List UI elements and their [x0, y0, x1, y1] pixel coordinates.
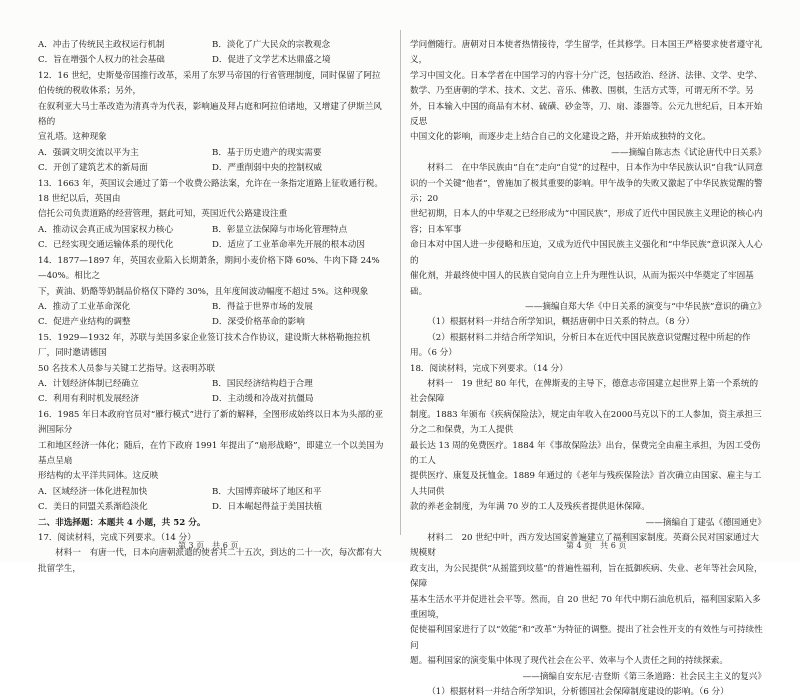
option-a: A．推动了工业革命深化 [38, 301, 131, 312]
option-b: B．国民经济结构趋于合理 [212, 378, 313, 389]
requirement-1: （1）根据材料一并结合所学知识，概括唐朝中日关系的特点。（8 分） [427, 317, 695, 328]
question-14 [38, 254, 386, 331]
option-d: D．严重削弱中央的控制权威 [212, 163, 323, 174]
option-b: B．淡化了广大民众的宗教观念 [212, 40, 331, 50]
page-left [38, 38, 386, 577]
source-citation: ——摘编自郑大华《中日关系的演变与“中华民族”意识的确立》 [525, 301, 766, 312]
option-b: B．得益于世界市场的发展 [212, 301, 313, 312]
material-line: 中国文化的影响，而逐步走上结合自己的文化建设之路，并开始成独特的文化。 [410, 132, 711, 143]
source-citation: ——摘编自安东尼·吉登斯《第三条道路：社会民主主义的复兴》 [522, 671, 766, 682]
option-d: D．促进了文学艺术达鼎盛之境 [212, 55, 331, 66]
source-citation: ——摘编自丁建弘《德国通史》 [645, 517, 766, 528]
page-divider [400, 30, 401, 535]
option-c: C．开创了建筑艺术的新局面 [38, 163, 148, 174]
page-right [410, 38, 766, 700]
material-line: 制度。1883 年颁布《疾病保险法》，规定由年收入在2000马克以下的工人参加，资主承担三分之二和保费，为工人提供 [410, 409, 762, 436]
q11-options-row2 [38, 53, 386, 68]
material-line: 学问僧随行。唐朝对日本使者热情接待，学生留学，任其修学。日本国王严格要求使者遵守礼义， [410, 40, 763, 66]
option-c: C．已经实现交通运输体系的现代化 [38, 240, 174, 251]
options-row [38, 223, 386, 238]
material-line: 题。福利国家的演变集中体现了现代社会在公平、效率与个人责任之间的持续探索。 [410, 656, 728, 667]
question-stem: 15．1929—1932 年，苏联与美国多家企业签订技术合作协议，建设斯大林格勒拖拉机厂，同时邀请德国 [38, 332, 371, 359]
option-d: D．主动缓和冷战对抗僵局 [212, 394, 314, 405]
section-heading: 二、非选择题：本题共 4 小题，共 52 分。 [38, 517, 206, 528]
question-17: 17．阅读材料，完成下列要求。（14 分） [38, 533, 196, 543]
option-d: D．深受价格革命的影响 [212, 317, 305, 328]
requirement-1: （1）根据材料一并结合所学知识，分析德国社会保障制度建设的影响。（6 分） [427, 687, 729, 698]
options-row [38, 300, 386, 315]
question-stem: 50 名技术人员参与关键工艺指导。这表明苏联 [38, 363, 215, 374]
options-row [38, 500, 386, 515]
material-line: 促使福利国家进行了以“效能”和“改革”为特征的调整。提出了社会性开支的有效性与可持续性问 [410, 625, 763, 651]
question-stem: 信托公司负责道路的经营管理，据此可知，英国近代公路建设注重 [38, 209, 288, 220]
q11-options-row1 [38, 38, 386, 53]
option-d: D．适应了工业革命率先开展的根本动因 [212, 240, 365, 251]
material-line: 识的一个关键“他者”，曾施加了极其重要的影响。甲午战争的失败又激起了中华民族觉醒的警示；20 [410, 178, 763, 205]
question-18: 18．阅读材料，完成下列要求。（14 分） [410, 363, 568, 374]
options-row [38, 146, 386, 161]
question-13 [38, 177, 386, 254]
material-1-continued [410, 38, 766, 146]
page-number-left: 第 3 页 共 6 页 [178, 541, 239, 550]
options-row [38, 161, 386, 176]
option-c: C．旨在增强个人权力的社会基础 [38, 55, 165, 66]
requirement-2: （2）根据材料二并结合所学知识，分析日本在近代中国民族意识觉醒过程中所起的作用。（6 分） [410, 332, 751, 359]
material-line: 外，日本输入中国的商品有木材、硫磺、砂金等，刀、扇、漆器等。公元九世纪后，日本开始反思 [410, 101, 763, 128]
question-stem: 12．16 世纪，史斯曼帝国推行改革，采用了东罗马帝国的行省管理制度，同时保留了阿拉伯传统的税收体系；另外， [38, 70, 381, 97]
material-2 [410, 161, 766, 300]
option-b: B．彰显立法保障与市场化管理特点 [212, 224, 348, 235]
option-a: A．强调文明交流以平为主 [38, 147, 139, 158]
option-b: B．大国博弈破坏了地区和平 [212, 486, 322, 497]
material-line: 最长达 13 周的免费医疗。1884 年《事故保险法》出台，保费完全由雇主承担，为因工受伤的工人 [410, 440, 761, 466]
question-stem: 形结构的太平洋共同体。这反映 [38, 471, 159, 482]
material-line: 材料一 19 世纪 80 年代，在俾斯麦的主导下，德意志帝国建立起世界上第一个系统的社会保障 [410, 378, 759, 405]
option-a: A．区域经济一体化进程加快 [38, 486, 148, 497]
material-line: 世纪初期，日本人的中华观之已经形成为“中国民族”，形成了近代中国民族主义理论的核心内容；日本军事 [410, 209, 763, 235]
q18-material-1 [410, 377, 766, 516]
source-citation: ——摘编自陈志杰《试论唐代中日关系》 [611, 147, 766, 158]
question-15 [38, 331, 386, 408]
option-a: A．推动议会真正成为国家权力核心 [38, 224, 174, 235]
question-stem: 工和地区经济一体化；随后，在竹下政府 1991 年提出了“扇形战略”，即建立一个以美国为基点呈扇 [38, 440, 384, 466]
material-line: 基本生活水平并促进社会平等。然而，自 20 世纪 70 年代中期石油危机后，福利国家陷入多重困境， [410, 594, 761, 621]
options-row [38, 392, 386, 407]
question-stem: 14．1877—1897 年，英国农业陷入长期萧条，期间小麦价格下降 60%、牛肉下降 24%—40%。相比之 [38, 255, 380, 282]
question-16 [38, 408, 386, 516]
option-a: A．冲击了传统民主政权运行机制 [38, 40, 165, 50]
q18-material-2 [410, 531, 766, 670]
material-line: 政支出，为公民提供“从摇篮到坟墓”的普遍性福利，旨在抵御疾病、失业、老年等社会风险，保障 [410, 563, 763, 590]
material-line: 数学、乃至唐朝的学术、技术、文艺、音乐、佛教、围棋，生活方式等，可谓无所不学。另 [410, 86, 754, 97]
option-a: A．计划经济体制已经确立 [38, 378, 139, 389]
options-row [38, 238, 386, 253]
question-12 [38, 69, 386, 177]
question-stem: 宣礼塔。这种现象 [38, 132, 107, 143]
material-line: 材料二 在中华民族由“自在”走向“自觉”的过程中，日本作为中华民族认识“自我”认同意 [427, 163, 763, 174]
option-c: C．利用有利时机发展经济 [38, 394, 140, 405]
option-c: C．美日的同盟关系渐趋淡化 [38, 502, 148, 513]
material-line: 款的养老金制度，为年满 70 岁的工人及残疾者提供退休保障。 [410, 502, 650, 513]
question-stem: 下，黄油、奶酪等奶制品价格仅下降约 30%，且年度间波动幅度不超过 5%。这种现象 [38, 286, 369, 297]
question-stem: 16．1985 年日本政府官员对“雁行模式”进行了新的解释，全图形成始终以日本为头部的亚洲国际分 [38, 409, 384, 436]
material-line: 催化剂，并最终使中国人的民族自觉向自立上升为理性认识，从而为振兴中华奠定了牢固基础。 [410, 271, 754, 297]
question-stem: 在叙利亚大马士革改造为清真寺为代表，影响遍及拜占庭和阿拉伯诸地，又增建了伊斯兰风格的 [38, 101, 382, 128]
options-row [38, 485, 386, 500]
option-d: D．日本崛起得益于美国扶植 [212, 502, 323, 513]
material-line: 学习中国文化。日本学者在中国学习的内容十分广泛，包括政治、经济、法律、文学、史学、 [410, 70, 763, 81]
option-b: B．基于历史遗产的现实需要 [212, 147, 322, 158]
options-row [38, 315, 386, 330]
option-c: C．促进产业结构的调整 [38, 317, 131, 328]
options-row [38, 377, 386, 392]
material-line: 命日本对中国人进一步侵略和压迫，又成为近代中国民族主义强化和“中华民族”意识深入人心的 [410, 240, 763, 266]
page-number-right: 第 4 页 共 6 页 [566, 541, 627, 550]
material-line: 材料二 20 世纪中叶，西方发达国家普遍建立了福利国家制度。英裔公民对国家通过大规模财 [410, 533, 759, 559]
material-line: 提供医疗、康复及抚恤金。1889 年通过的《老年与残疾保险法》首次确立由国家、雇主与工人共同供 [410, 471, 762, 497]
material-text: 材料一 有唐一代，日本向唐朝派遣的使者共二十五次，到达的二十一次，每次都有大批留学生， [38, 548, 382, 574]
question-stem: 13．1663 年，英国议会通过了第一个收费公路法案，允许在一条指定道路上征收通行税。18 世纪以后，英国由 [38, 178, 383, 205]
